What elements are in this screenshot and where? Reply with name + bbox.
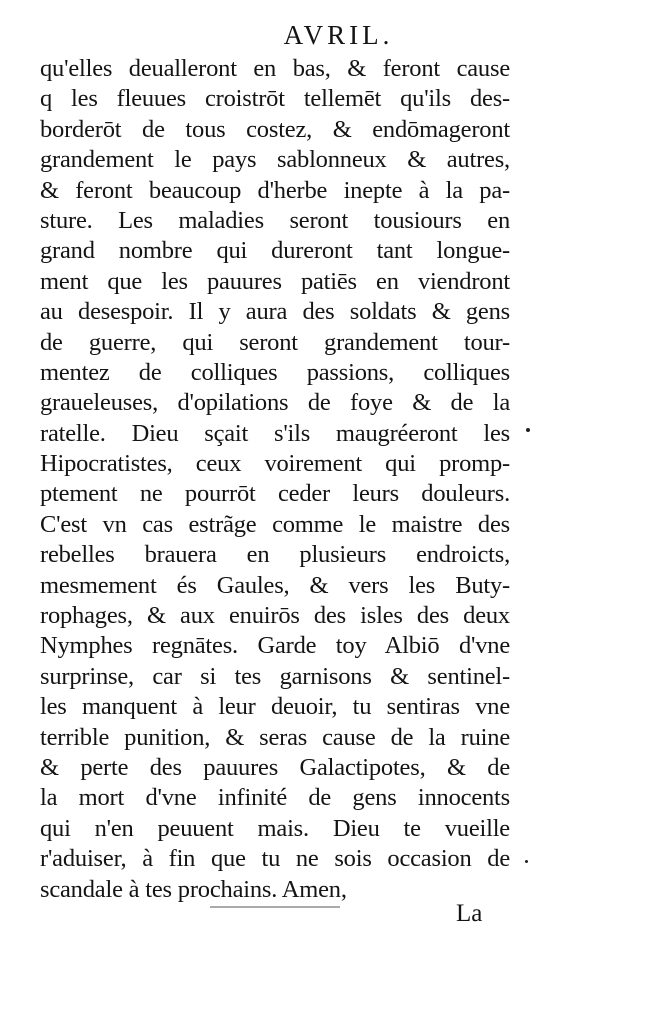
text-line: borderōt de tous costez, & endōmageront bbox=[40, 115, 510, 143]
text-line: scandale à tes prochains. Amen, bbox=[40, 875, 347, 903]
text-line: de guerre, qui seront grandement tour- bbox=[40, 328, 510, 356]
text-line: les manquent à leur deuoir, tu sentiras vne bbox=[40, 693, 510, 721]
text-line: sture. Les maladies seront tousiours en bbox=[40, 206, 510, 234]
body-text bbox=[40, 54, 510, 905]
text-line: qu'elles deualleront en bas, & feront cause bbox=[40, 55, 510, 82]
text-line: & feront beaucoup d'herbe inepte à la pa- bbox=[40, 176, 510, 204]
text-line: rophages, & aux enuirōs des isles des deux bbox=[40, 602, 510, 630]
text-line: mentez de colliques passions, colliques bbox=[40, 358, 510, 386]
ink-speck bbox=[525, 860, 528, 863]
text-line: ptement ne pourrōt ceder leurs douleurs. bbox=[40, 480, 510, 508]
text-line: grandement le pays sablonneux & autres, bbox=[40, 146, 510, 174]
text-line: au desespoir. Il y aura des soldats & gens bbox=[40, 298, 510, 326]
text-line: rebelles brauera en plusieurs endroicts, bbox=[40, 541, 510, 569]
text-line: q les fleuues croistrōt tellemēt qu'ils des- bbox=[40, 85, 510, 113]
text-line: ratelle. Dieu sçait s'ils maugréeront les bbox=[40, 419, 510, 447]
text-line: terrible punition, & seras cause de la ruine bbox=[40, 723, 510, 751]
print-smudge bbox=[210, 906, 340, 908]
text-line: qui n'en peuuent mais. Dieu te vueille bbox=[40, 814, 510, 842]
text-line: surprinse, car si tes garnisons & sentinel- bbox=[40, 662, 510, 690]
text-line: ment que les pauures patiēs en viendront bbox=[40, 267, 510, 295]
text-line: & perte des pauures Galactipotes, & de bbox=[40, 753, 510, 781]
text-line: r'aduiser, à fin que tu ne sois occasion de bbox=[40, 845, 510, 873]
text-line: C'est vn cas estrãge comme le maistre des bbox=[40, 510, 510, 538]
text-line: Hipocratistes, ceux voirement qui promp- bbox=[40, 450, 510, 478]
text-line: mesmement és Gaules, & vers les Buty- bbox=[40, 571, 510, 599]
ink-speck bbox=[526, 428, 530, 432]
text-line: la mort d'vne infinité de gens innocents bbox=[40, 784, 510, 812]
text-line: Nymphes regnātes. Garde toy Albiō d'vne bbox=[40, 632, 510, 660]
text-line: grand nombre qui dureront tant longue- bbox=[40, 237, 510, 265]
running-head: AVRIL. bbox=[283, 20, 394, 50]
catchword: La bbox=[456, 900, 483, 927]
text-line: graueleuses, d'opilations de foye & de la bbox=[40, 389, 510, 417]
